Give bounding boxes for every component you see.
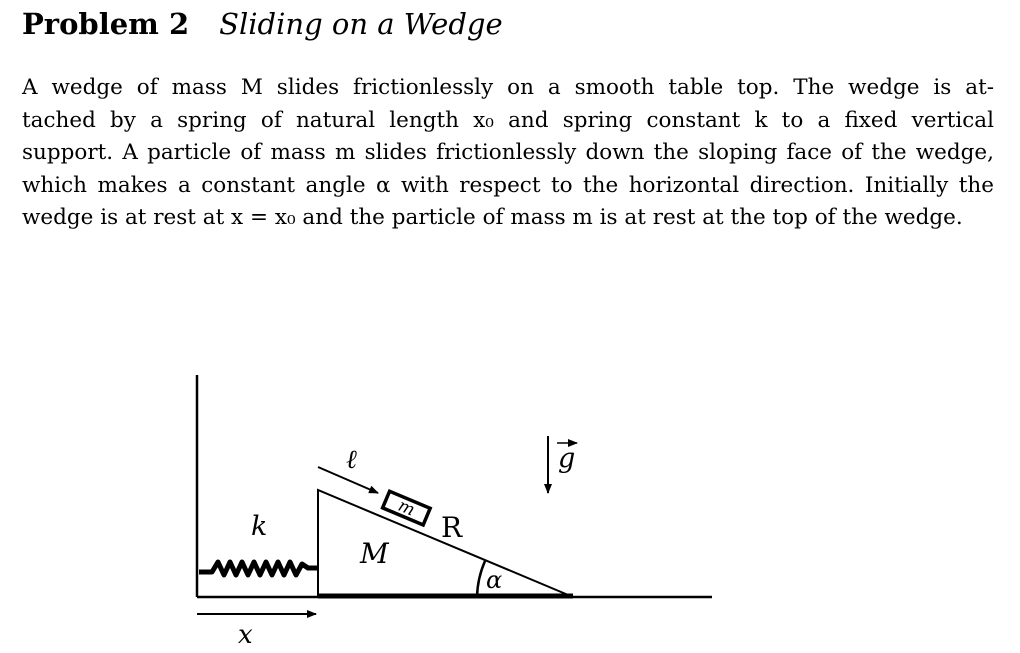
- label-R: R: [441, 511, 463, 544]
- label-m: m: [395, 495, 418, 521]
- statement-line-2: tached by a spring of natural length x₀ and spring constant k to a fixed vertical: [22, 107, 994, 133]
- problem-title: Sliding on a Wedge: [219, 7, 503, 41]
- label-ell: ℓ: [346, 445, 357, 475]
- label-k: k: [251, 511, 268, 542]
- statement-line-5: wedge is at rest at x = x₀ and the particle of mass m is at rest at the top of the wedge.: [22, 205, 963, 231]
- label-x: x: [238, 620, 253, 650]
- statement-line-1: A wedge of mass M slides frictionlessly on a smooth table top. The wedge is at-: [22, 75, 994, 100]
- problem-number: Problem 2: [22, 7, 190, 41]
- statement-line-4: which makes a constant angle α with respect to the horizontal direction. Initially the: [22, 172, 994, 198]
- angle-arc: [477, 561, 485, 597]
- label-g: g: [558, 443, 576, 474]
- statement-line-3: support. A particle of mass m slides frictionlessly down the sloping face of the wedge,: [22, 140, 994, 166]
- spring: [199, 562, 318, 575]
- label-alpha: α: [486, 566, 503, 594]
- label-M: M: [360, 537, 389, 570]
